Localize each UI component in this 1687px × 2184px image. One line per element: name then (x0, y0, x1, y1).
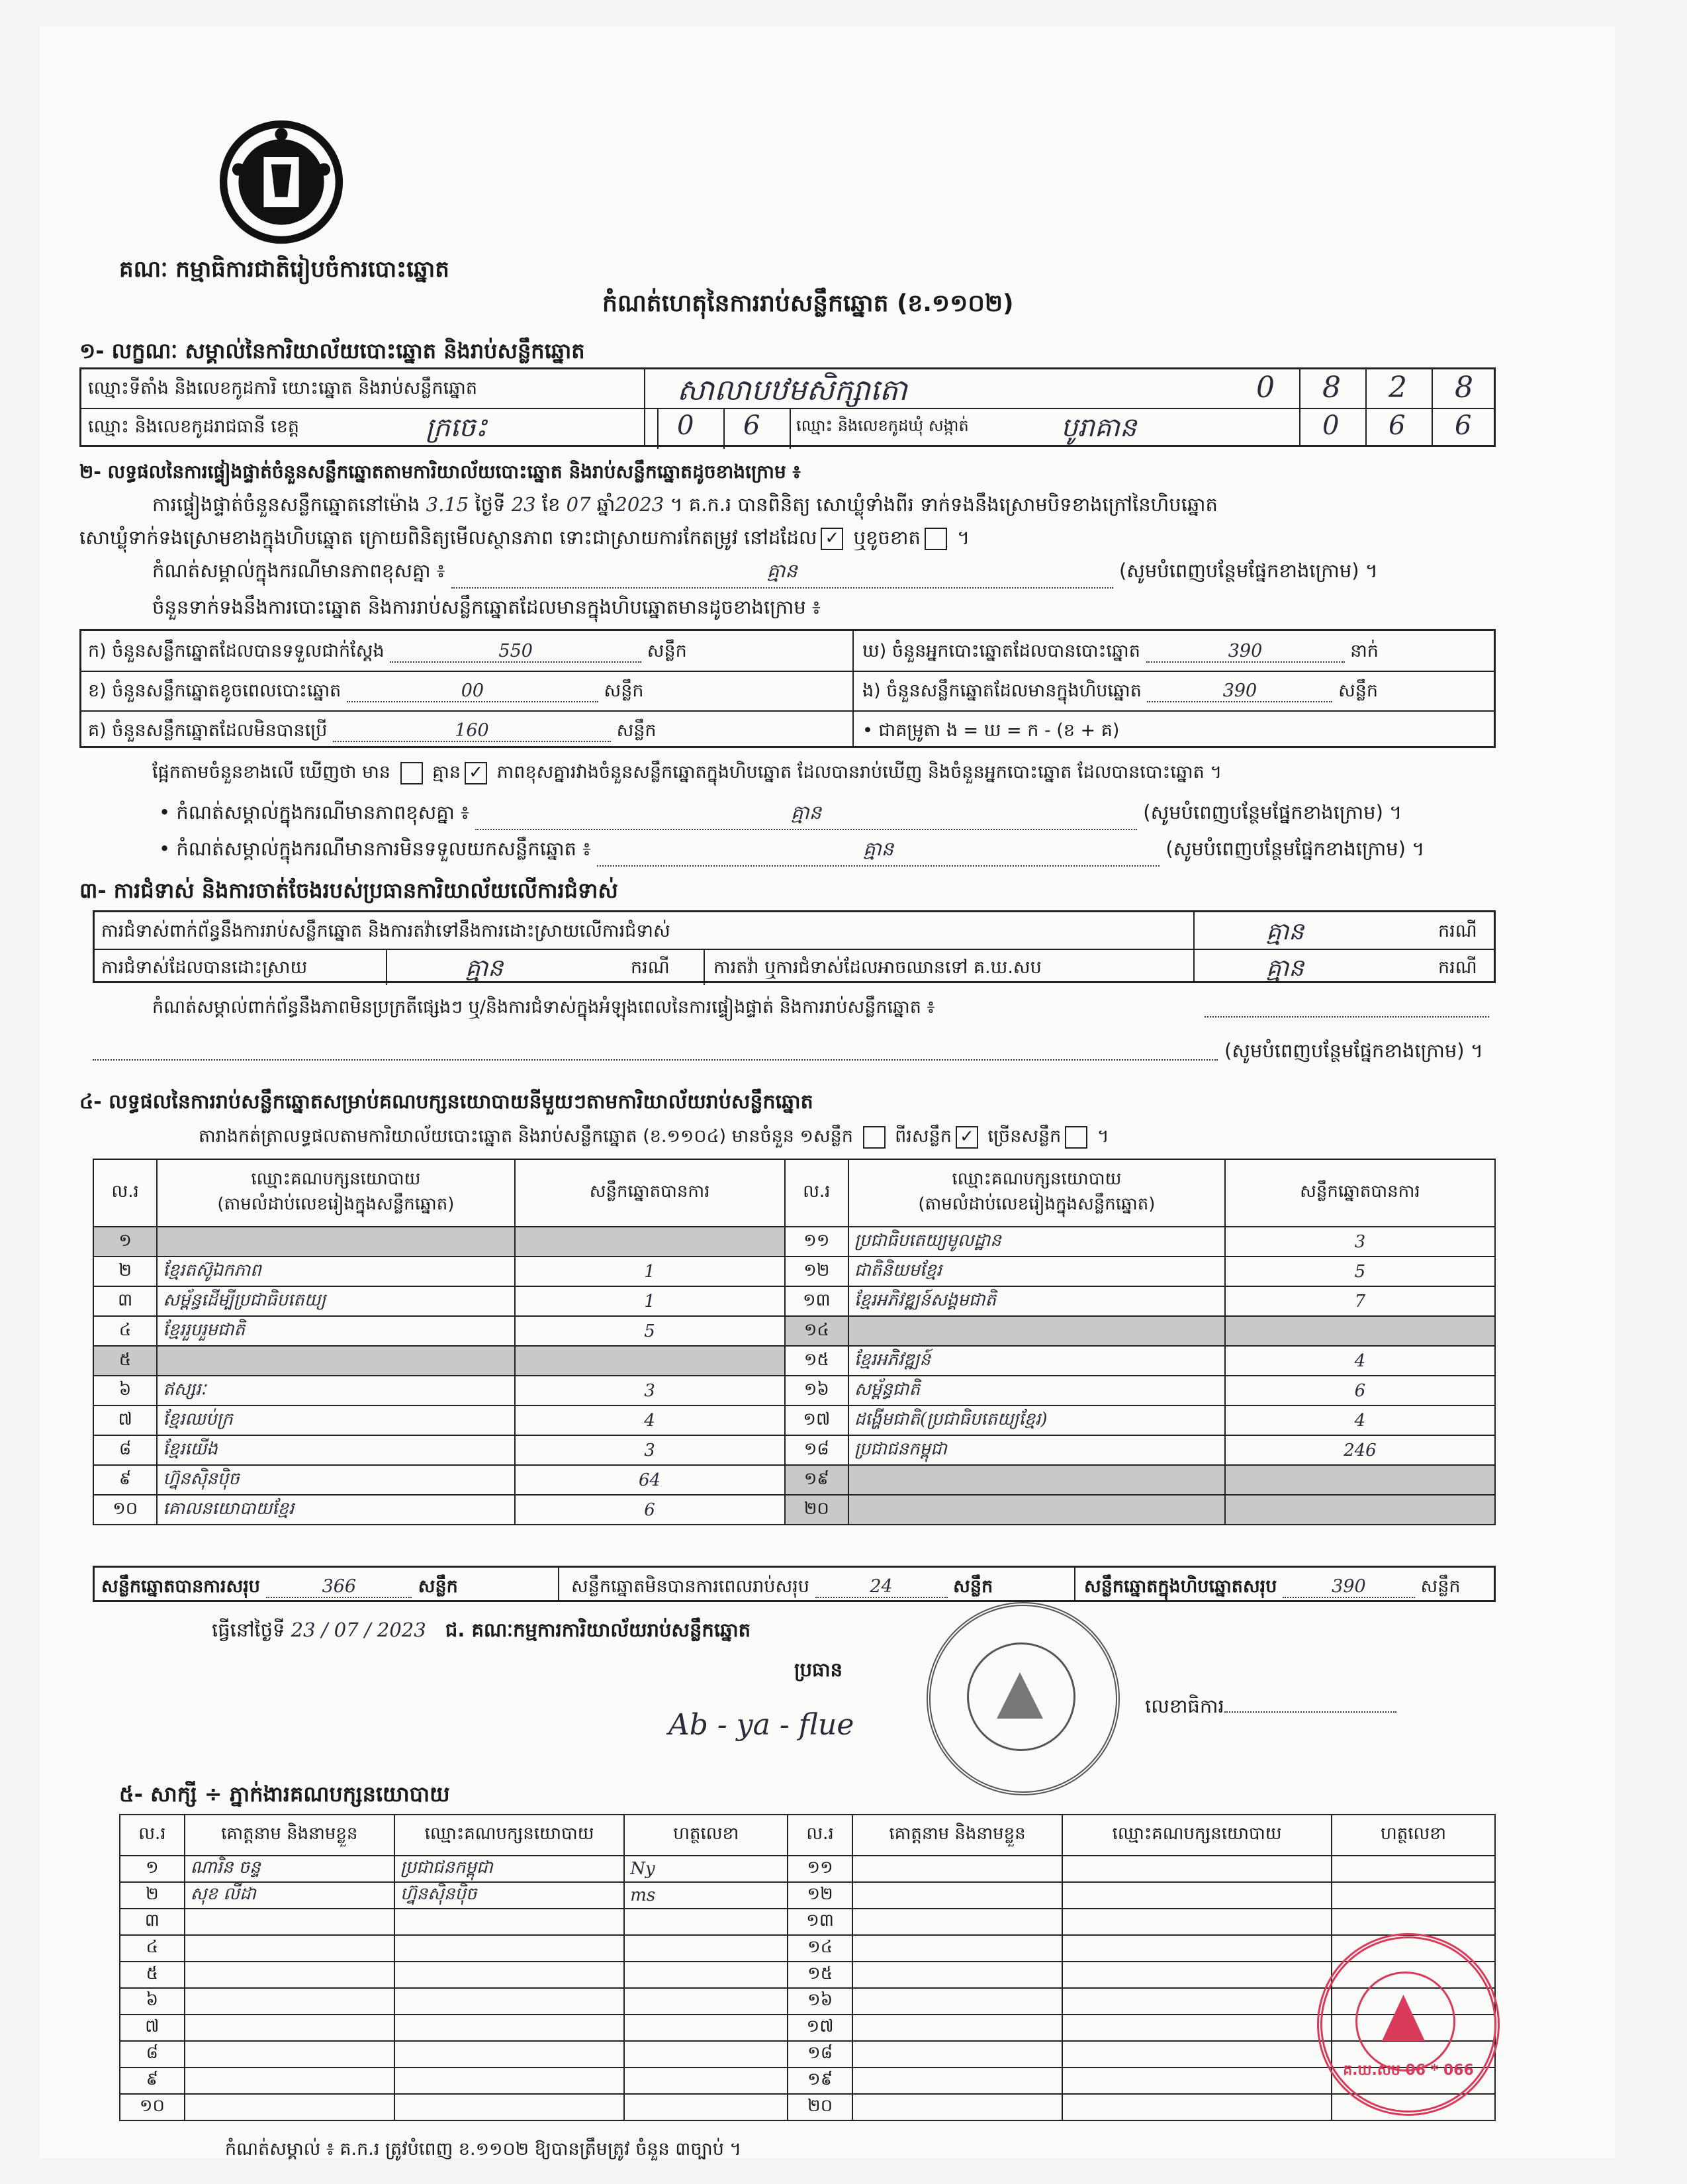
party-name (157, 1227, 514, 1257)
section2-heading: ២- លទ្ធផលនៃការផ្ទៀងផ្ទាត់ចំនួនសន្លឹកឆ្នោតតាមការិយាល័យបោះឆ្នោត និងរាប់សន្លឹកឆ្នោតដូចខាងក្រោម ៖ (79, 461, 801, 483)
witness-party (1062, 2041, 1332, 2067)
witness-name (185, 1909, 394, 1935)
party-votes: 5 (515, 1316, 785, 1346)
damage-note-line: កំណត់សម្គាល់ក្នុងករណីមានភាពខុសគ្នា ៖ គ្មាន (សូមបំពេញបន្ថែមផ្នែកខាងក្រោម) ។ (152, 559, 1378, 589)
witness-name (852, 2041, 1062, 2067)
witness-name: ណារិន ចន្ទ (185, 1856, 394, 1882)
witness-party (394, 1962, 624, 1988)
party-no: ១៦ (785, 1376, 848, 1405)
witness-party (394, 1935, 624, 1962)
party-votes: 1 (515, 1257, 785, 1286)
missing-note-line: • កំណត់សម្គាល់ក្នុងករណីមានការមិនទទួលយកសន្លឹកឆ្នោត ៖ គ្មាន (សូមបំពេញបន្ថែមផ្នែកខាងក្រោម) ។ (159, 837, 1424, 867)
commune-value: បូរាគាន (1061, 412, 1137, 443)
table-row (120, 2067, 1495, 2094)
witness-party (1062, 1988, 1332, 2015)
witness-no: ១៩ (788, 2067, 852, 2094)
party-name: ដង្ហើមជាតិ(ប្រជាធិបតេយ្យខ្មែរ) (848, 1405, 1225, 1435)
witness-signature (1332, 1856, 1495, 1882)
footer-note: កំណត់សម្គាល់ ៖ គ.ក.រ ត្រូវបំពេញ ខ.១១០២ ឱ្យបានត្រឹមត្រូវ ចំនួន ៣ច្បាប់ ។ (225, 2139, 742, 2160)
count-time-value: 3.15 (426, 493, 469, 516)
commune-code-3: 6 (1455, 410, 1472, 441)
witness-name (185, 2015, 394, 2041)
chair-label: ប្រធាន (794, 1658, 843, 1681)
witness-no: ១៧ (788, 2015, 852, 2041)
counts-intro: ចំនួនទាក់ទងនឹងការបោះឆ្នោត និងការរាប់សន្លឹកឆ្នោតដែលមានក្នុងហិបឆ្នោតមានដូចខាងក្រោម ៖ (152, 596, 821, 618)
party-name: សម្ព័ន្ធដើម្បីប្រជាធិបតេយ្យ (157, 1286, 514, 1316)
party-no: ២ (93, 1257, 157, 1286)
witness-name (185, 1935, 394, 1962)
box-ballots-value: 390 (1147, 681, 1332, 702)
witness-signature (624, 2094, 788, 2120)
witness-party (1062, 1935, 1332, 1962)
witness-party: ប្រជាជនកម្ពុជា (394, 1856, 624, 1882)
party-name: ខ្មែររួបរួមជាតិ (157, 1316, 514, 1346)
table-row (120, 1882, 1495, 1909)
party-votes-table: ល.រ ឈ្មោះគណបក្សនយោបាយ (តាមលំដាប់លេខរៀងក្នុងសន្លឹកឆ្នោត) សន្លឹកឆ្នោតបានការ ល.រ ឈ្មោះគណបក្សនយោបាយ (តាមលំដាប់លេខរៀងក្នុងសន្លឹកឆ្នោត) សន្លឹកឆ្នោតបានការ ១ ១១ ប្រជាធិបតេយ្យមូលដ្ឋាន 3 ២ ខ្មែរតស៊ូឯកភាព 1 ១២ ជាតិនិយមខ្មែរ 5 ៣ សម្ព័ន្ធដើម្បីប្រជាធិបតេយ្យ 1 ១៣ ខ្មែរអភិវឌ្ឍន៍សង្គមជាតិ 7 ៤ ខ្មែររួបរួមជាតិ 5 ១៤ ៥ ១៥ ខ្មែរអភិវឌ្ឍន៍ 4 ៦ ឥស្សរៈ 3 ១៦ សម្ព័ន្ធជាតិ 6 ៧ ខ្មែរឈប់ក្រ 4 ១៧ ដង្ហើមជាតិ(ប្រជាធិបតេយ្យខ្មែរ) 4 ៨ ខ្មែរយើង 3 ១៨ ប្រជាជនកម្ពុជា 246 ៩ ហ្វ៊ុនស៊ិនប៉ិច 64 ១៩ ១០ គោលនយោបាយខ្មែរ 6 ២០ (93, 1159, 1496, 1525)
table-row (93, 1316, 1495, 1346)
form-page: គណៈ កម្មាធិការជាតិរៀបចំការបោះឆ្នោត កំណត់ហេតុនៃការរាប់សន្លឹកឆ្នោត (ខ.១១០២) ១- លក្ខណៈ សម្គាល់នៃការិយាល័យបោះឆ្នោត និងរាប់សន្លឹកឆ្នោត ឈ្មោះទីតាំង និងលេខកូដការិ យោះឆ្នោត និងរាប់សន្លឹកឆ្នោត សាលាបឋមសិក្សាតោ 0 8 2 8 ឈ្មោះ និងលេខកូដរាជធានី ខេត្ត ក្រចេះ 0 6 ឈ្មោះ និងលេខកូដឃុំ សង្កាត់ បូរាគាន 0 6 6 ២- លទ្ធផលនៃការផ្ទៀងផ្ទាត់ចំនួនសន្លឹកឆ្នោតតាមការិយាល័យបោះឆ្នោត និងរាប់សន្លឹកឆ្នោតដូចខាងក្រោម ៖ ការផ្ទៀងផ្ទាត់ចំនួនសន្លឹកឆ្នោតនៅម៉ោង 3.15 ថ្ងៃទី 23 ខែ 07 ឆ្នាំ2023 ។ គ.ក.រ បានពិនិត្យ សោឃ្លុំទាំងពីរ ទាក់ទងនឹងស្រោមបិទខាងក្រៅនៃហិបឆ្នោត សោឃ្លុំទាក់ទងស្រោមខាងក្នុងហិបឆ្នោត ក្រោយពិនិត្យមើលស្ថានភាព ទោះជាស្រាយការកែតម្រូវ នៅដដែល ✓ ឬខូចខាត ។ កំណត់សម្គាល់ក្នុងករណីមានភាពខុសគ្នា ៖ គ្មាន (សូមបំពេញបន្ថែមផ្នែកខាងក្រោម) ។ ចំនួនទាក់ទងនឹងការបោះឆ្នោត និងការរាប់សន្លឹកឆ្នោតដែលមានក្នុងហិបឆ្នោតមានដូចខាងក្រោម ៖ ក) ចំនួនសន្លឹកឆ្នោតដែលបានទទួលជាក់ស្តែង 550 សន្លឹក ខ) ចំនួនសន្លឹកឆ្នោតខូចពេលបោះឆ្នោត 00 សន្លឹក គ) ចំនួនសន្លឹកឆ្នោតដែលមិនបានប្រើ 160 សន្លឹក ឃ) ចំនួនអ្នកបោះឆ្នោតដែលបានបោះឆ្នោត 390 នាក់ ង) ចំនួនសន្លឹកឆ្នោតដែលមានក្នុងហិបឆ្នោត 390 សន្លឹក • ជាគម្រូតា ង = ឃ = ក - (ខ + គ) ផ្អែកតាមចំនួនខាងលើ ឃើញថា មាន គ្មាន ✓ ភាពខុសគ្នារវាងចំនួនសន្លឹកឆ្នោតក្នុងហិបឆ្នោត ដែលបានរាប់ឃើញ និងចំនួនអ្នកបោះឆ្នោត ដែលបានបោះឆ្នោត ។ • កំណត់សម្គាល់ក្នុងករណីមានភាពខុសគ្នា ៖ គ្មាន (សូមបំពេញបន្ថែមផ្នែកខាងក្រោម) ។ • កំណត់សម្គាល់ក្នុងករណីមានការមិនទទួលយកសន្លឹកឆ្នោត ៖ គ្មាន (សូមបំពេញបន្ថែមផ្នែកខាងក្រោម) ។ ៣- ការជំទាស់ និងការចាត់ចែងរបស់ប្រធានការិយាល័យលើការជំទាស់ ការជំទាស់ពាក់ព័ន្ធនឹងការរាប់សន្លឹកឆ្នោត និងការតវ៉ាទៅនឹងការដោះស្រាយលើការជំទាស់ គ្មាន ករណី ការជំទាស់ដែលបានដោះស្រាយ គ្មាន ករណី ការតវ៉ា ឬការជំទាស់ដែលអាចឈានទៅ គ.ឃ.សប គ្មាន ករណី កំណត់សម្គាល់ពាក់ព័ន្ធនឹងភាពមិនប្រក្រតីផ្សេងៗ ឬ/និងការជំទាស់ក្នុងអំឡុងពេលនៃការផ្ទៀងផ្ទាត់ និងការរាប់សន្លឹកឆ្នោត ៖ (សូមបំពេញបន្ថែមផ្នែកខាងក្រោម) ។ ៤- លទ្ធផលនៃការរាប់សន្លឹកឆ្នោតសម្រាប់គណបក្សនយោបាយនីមួយៗតាមការិយាល័យរាប់សន្លឹកឆ្នោត តារាងកត់ត្រាលទ្ធផលតាមការិយាល័យបោះឆ្នោត និងរាប់សន្លឹកឆ្នោត (ខ.១១០៤) មានចំនួន ១សន្លឹក ពីរសន្លឹក ✓ ច្រើនសន្លឹក ។ ល.រ ឈ្មោះគណបក្សនយោបាយ (តាមលំដាប់លេខរៀងក្នុងសន្លឹកឆ្នោត) សន្លឹកឆ្នោតបានការ ល.រ ឈ្មោះគណបក្សនយោបាយ (តាមលំដាប់លេខរៀងក្នុងសន្លឹកឆ្នោត) សន្លឹកឆ្នោតបានការ ១ ១១ ប្រជាធិបតេយ្យមូលដ្ឋាន 3 ២ ខ្មែរតស៊ូឯកភាព 1 ១២ ជាតិនិយមខ្មែរ 5 ៣ សម្ព័ន្ធដើម្បីប្រជាធិបតេយ្យ 1 ១៣ ខ្មែរអភិវឌ្ឍន៍សង្គមជាតិ 7 ៤ ខ្មែររួបរួមជាតិ 5 ១៤ ៥ ១៥ ខ្មែរអភិវឌ្ឍន៍ 4 ៦ ឥស្សរៈ 3 ១៦ សម្ព័ន្ធជាតិ 6 ៧ ខ្មែរឈប់ក្រ 4 ១៧ ដង្ហើមជាតិ(ប្រជាធិបតេយ្យខ្មែរ) 4 ៨ ខ្មែរយើង 3 ១៨ ប្រជាជនកម្ពុជា 246 ៩ ហ្វ៊ុនស៊ិនប៉ិច 64 ១៩ ១០ គោលនយោបាយខ្មែរ 6 ២០ សន្លឹកឆ្នោតបានការសរុប 366 សន្លឹក សន្លឹកឆ្នោតមិនបានការពេលរាប់សរុប 24 សន្លឹក សន្លឹកឆ្នោតក្នុងហិបឆ្នោតសរុប 390 សន្លឹក ធ្វើនៅថ្ងៃទី 23 / 07 / 2023 ជ. គណៈកម្មការការិយាល័យរាប់សន្លឹកឆ្នោត ប្រធាន Ab - ya - flue លេខាធិការ ៥- សាក្សី ÷ ភ្នាក់ងារគណបក្សនយោបាយ ល.រ គោត្តនាម និងនាមខ្លួន ឈ្មោះគណបក្សនយោបាយ ហត្ថលេខា ល.រ គោត្តនាម និងនាមខ្លួន ឈ្មោះគណបក្សនយោបាយ ហត្ថលេខា ១ ណារិន ចន្ទ ប្រជាជនកម្ពុជា Ny ១១ ២ សុខ លីដា ហ្វ៊ុនស៊ិនប៉ិច ms ១២ ៣ ១៣ ៤ ១៤ ៥ ១៥ ៦ ១៦ ៧ ១៧ ៨ ១៨ ៩ ១៩ ១០ ២០ កំណត់សម្គាល់ ៖ គ.ក.រ ត្រូវបំពេញ ខ.១១០២ ឱ្យបានត្រឹមត្រូវ ចំនួន ៣ច្បាប់ ។ គ.ឃ.សប 06 * 066 (40, 26, 1615, 2158)
witness-no: ៤ (120, 1935, 185, 1962)
witness-no: ១៨ (788, 2041, 852, 2067)
party-no: ៥ (93, 1346, 157, 1376)
party-name: ខ្មែរតស៊ូឯកភាព (157, 1257, 514, 1286)
province-code-1: 0 (677, 410, 694, 441)
party-name: ខ្មែរអភិវឌ្ឍន៍ (848, 1346, 1225, 1376)
party-no: ១៩ (785, 1465, 848, 1495)
objections-value: គ្មាន (1266, 918, 1304, 945)
party-votes: 3 (515, 1435, 785, 1465)
witness-name (185, 1988, 394, 2015)
red-official-stamp (1317, 1933, 1500, 2116)
witness-party (1062, 2067, 1332, 2094)
one-sheet-checkbox[interactable] (863, 1126, 886, 1149)
witness-name (852, 2094, 1062, 2120)
many-sheets-checkbox[interactable] (1065, 1126, 1087, 1149)
witness-no: ៥ (120, 1962, 185, 1988)
party-votes (1225, 1495, 1495, 1525)
irregularity-note: កំណត់សម្គាល់ពាក់ព័ន្ធនឹងភាពមិនប្រក្រតីផ្សេងៗ ឬ/និងការជំទាស់ក្នុងអំឡុងពេលនៃការផ្ទៀងផ្ទាត់ និងការរាប់សន្លឹកឆ្នោត ៖ (152, 997, 935, 1018)
witness-signature (624, 2067, 788, 2094)
table-row (120, 1935, 1495, 1962)
counts-table: ក) ចំនួនសន្លឹកឆ្នោតដែលបានទទួលជាក់ស្តែង 550 សន្លឹក ខ) ចំនួនសន្លឹកឆ្នោតខូចពេលបោះឆ្នោត 00 សន្លឹក គ) ចំនួនសន្លឹកឆ្នោតដែលមិនបានប្រើ 160 សន្លឹក ឃ) ចំនួនអ្នកបោះឆ្នោតដែលបានបោះឆ្នោត 390 នាក់ ង) ចំនួនសន្លឹកឆ្នោតដែលមានក្នុងហិបឆ្នោត 390 សន្លឹក • ជាគម្រូតា ង = ឃ = ក - (ខ + គ) (79, 629, 1496, 748)
section4-heading: ៤- លទ្ធផលនៃការរាប់សន្លឹកឆ្នោតសម្រាប់គណបក្សនយោបាយនីមួយៗតាមការិយាល័យរាប់សន្លឹកឆ្នោត (79, 1090, 813, 1114)
witness-name (185, 2067, 394, 2094)
party-name: គោលនយោបាយខ្មែរ (157, 1495, 514, 1525)
party-votes: 7 (1225, 1286, 1495, 1316)
witness-party (1062, 1882, 1332, 1909)
party-no: ៧ (93, 1405, 157, 1435)
no-difference-checkbox[interactable]: ✓ (465, 762, 487, 784)
party-name: សម្ព័ន្ធជាតិ (848, 1376, 1225, 1405)
party-name: ខ្មែរឈប់ក្រ (157, 1405, 514, 1435)
witness-no: ២ (120, 1882, 185, 1909)
witness-name (852, 1909, 1062, 1935)
witness-no: ១៥ (788, 1962, 852, 1988)
witness-no: ៧ (120, 2015, 185, 2041)
witness-party (1062, 1856, 1332, 1882)
party-name: ប្រជាជនកម្ពុជា (848, 1435, 1225, 1465)
section1-heading: ១- លក្ខណៈ សម្គាល់នៃការិយាល័យបោះឆ្នោត និងរាប់សន្លឹកឆ្នោត (79, 338, 585, 363)
party-no: ១០ (93, 1495, 157, 1525)
witness-no: ១២ (788, 1882, 852, 1909)
witness-table: ល.រ គោត្តនាម និងនាមខ្លួន ឈ្មោះគណបក្សនយោបាយ ហត្ថលេខា ល.រ គោត្តនាម និងនាមខ្លួន ឈ្មោះគណបក្សនយោបាយ ហត្ថលេខា ១ ណារិន ចន្ទ ប្រជាជនកម្ពុជា Ny ១១ ២ សុខ លីដា ហ្វ៊ុនស៊ិនប៉ិច ms ១២ ៣ ១៣ ៤ ១៤ ៥ ១៥ ៦ ១៦ ៧ ១៧ ៨ ១៨ ៩ ១៩ ១០ ២០ (119, 1814, 1496, 2121)
table-row (93, 1346, 1495, 1376)
nec-emblem-icon (218, 119, 344, 245)
has-difference-checkbox[interactable] (400, 762, 423, 784)
commune-code-1: 0 (1322, 410, 1340, 441)
party-votes (515, 1346, 785, 1376)
witness-party (394, 2015, 624, 2041)
party-votes: 4 (1225, 1346, 1495, 1376)
party-name: ជាតិនិយមខ្មែរ (848, 1257, 1225, 1286)
witness-name (852, 1988, 1062, 2015)
party-name: ហ្វ៊ុនស៊ិនប៉ិច (157, 1465, 514, 1495)
section1-box (79, 367, 1496, 447)
date-line: ធ្វើនៅថ្ងៃទី 23 / 07 / 2023 ជ. គណៈកម្មការការិយាល័យរាប់សន្លឹកឆ្នោត (212, 1619, 751, 1641)
location-value: សាលាបឋមសិក្សាតោ (677, 373, 907, 407)
witness-party (394, 1909, 624, 1935)
witness-no: ៩ (120, 2067, 185, 2094)
party-no: ៩ (93, 1465, 157, 1495)
witness-name (852, 2067, 1062, 2094)
comparison-line: ផ្អែកតាមចំនួនខាងលើ ឃើញថា មាន គ្មាន ✓ ភាពខុសគ្នារវាងចំនួនសន្លឹកឆ្នោតក្នុងហិបឆ្នោត ដែលបានរាប់ឃើញ និងចំនួនអ្នកបោះឆ្នោត ដែលបានបោះឆ្នោត ។ (152, 761, 1222, 787)
province-value: ក្រចេះ (426, 412, 487, 443)
party-votes: 6 (515, 1495, 785, 1525)
organization-name: គណៈ កម្មាធិការជាតិរៀបចំការបោះឆ្នោត (119, 256, 449, 283)
commune-code-2: 6 (1389, 410, 1406, 441)
totals-row: សន្លឹកឆ្នោតបានការសរុប 366 សន្លឹក សន្លឹកឆ្នោតមិនបានការពេលរាប់សរុប 24 សន្លឹក សន្លឹកឆ្នោតក្នុងហិបឆ្នោតសរុប 390 សន្លឹក (93, 1566, 1496, 1602)
party-name: ខ្មែរអភិវឌ្ឍន៍សង្គមជាតិ (848, 1286, 1225, 1316)
party-name (848, 1465, 1225, 1495)
witness-name: សុខ លីដា (185, 1882, 394, 1909)
party-no: ១២ (785, 1257, 848, 1286)
table-row (120, 2041, 1495, 2067)
witness-signature (624, 1962, 788, 1988)
witness-no: ៣ (120, 1909, 185, 1935)
witness-signature: Ny (624, 1856, 788, 1882)
party-no: ១៧ (785, 1405, 848, 1435)
seal-status-line: សោឃ្លុំទាក់ទងស្រោមខាងក្នុងហិបឆ្នោត ក្រោយពិនិត្យមើលស្ថានភាព ទោះជាស្រាយការកែតម្រូវ នៅដដែល ✓ ឬខូចខាត ។ (79, 526, 970, 549)
count-time-line: ការផ្ទៀងផ្ទាត់ចំនួនសន្លឹកឆ្នោតនៅម៉ោង 3.15 ថ្ងៃទី 23 ខែ 07 ឆ្នាំ2023 ។ គ.ក.រ បានពិនិត្យ សោឃ្លុំទាំងពីរ ទាក់ទងនឹងស្រោមបិទខាងក្រៅនៃហិបឆ្នោត (152, 493, 1218, 516)
witness-party (394, 2041, 624, 2067)
table-row (120, 1856, 1495, 1882)
location-code-1: 0 (1256, 371, 1275, 404)
party-votes: 4 (515, 1405, 785, 1435)
witness-no: ១៣ (788, 1909, 852, 1935)
table-row (93, 1257, 1495, 1286)
party-name (848, 1316, 1225, 1346)
witness-name (185, 2094, 394, 2120)
section3-heading: ៣- ការជំទាស់ និងការចាត់ចែងរបស់ប្រធានការិយាល័យលើការជំទាស់ (79, 878, 618, 903)
spoiled-ballots-value: 00 (347, 681, 598, 702)
witness-party (394, 2094, 624, 2120)
witness-no: ១៦ (788, 1988, 852, 2015)
party-no: ៣ (93, 1286, 157, 1316)
witness-party (394, 2067, 624, 2094)
sheets-line: តារាងកត់ត្រាលទ្ធផលតាមការិយាល័យបោះឆ្នោត និងរាប់សន្លឹកឆ្នោត (ខ.១១០៤) មានចំនួន ១សន្លឹក ពីរសន្លឹក ✓ ច្រើនសន្លឹក ។ (199, 1125, 1109, 1151)
received-ballots-value: 550 (390, 641, 641, 663)
voters-value: 390 (1146, 641, 1345, 663)
witness-signature (624, 2015, 788, 2041)
party-no: ៤ (93, 1316, 157, 1346)
secretary-label: លេខាធិការ (1145, 1695, 1224, 1717)
location-label: ឈ្មោះទីតាំង និងលេខកូដការិ យោះឆ្នោត និងរាប់សន្លឹកឆ្នោត (88, 378, 478, 399)
table-row (93, 1286, 1495, 1316)
resolved-value: គ្មាន (465, 955, 504, 982)
party-votes (1225, 1465, 1495, 1495)
province-label: ឈ្មោះ និងលេខកូដរាជធានី ខេត្ត (88, 416, 300, 437)
witness-name (852, 1935, 1062, 1962)
objections-table: ការជំទាស់ពាក់ព័ន្ធនឹងការរាប់សន្លឹកឆ្នោត និងការតវ៉ាទៅនឹងការដោះស្រាយលើការជំទាស់ គ្មាន ករណី ការជំទាស់ដែលបានដោះស្រាយ គ្មាន ករណី ការតវ៉ា ឬការជំទាស់ដែលអាចឈានទៅ គ.ឃ.សប គ្មាន ករណី (93, 910, 1496, 983)
party-votes (515, 1227, 785, 1257)
witness-no: ១ (120, 1856, 185, 1882)
witness-party (1062, 1909, 1332, 1935)
table-row (93, 1495, 1495, 1525)
party-no: ១១ (785, 1227, 848, 1257)
party-name: ឥស្សរៈ (157, 1376, 514, 1405)
witness-signature (624, 1909, 788, 1935)
diff-note-line: • កំណត់សម្គាល់ក្នុងករណីមានភាពខុសគ្នា ៖ គ្មាន (សូមបំពេញបន្ថែមផ្នែកខាងក្រោម) ។ (159, 801, 1402, 830)
table-row (93, 1405, 1495, 1435)
party-votes: 246 (1225, 1435, 1495, 1465)
province-code-2: 6 (743, 410, 760, 441)
witness-party (1062, 2094, 1332, 2120)
table-row (93, 1227, 1495, 1257)
witness-name (852, 1856, 1062, 1882)
party-votes: 1 (515, 1286, 785, 1316)
party-no: ៦ (93, 1376, 157, 1405)
party-no: ២០ (785, 1495, 848, 1525)
witness-party (394, 1988, 624, 2015)
party-name (848, 1495, 1225, 1525)
witness-no: ១០ (120, 2094, 185, 2120)
party-no: ១៤ (785, 1316, 848, 1346)
total-box-value: 390 (1283, 1576, 1415, 1598)
witness-name (852, 2015, 1062, 2041)
witness-signature (624, 1988, 788, 2015)
damaged-checkbox[interactable] (925, 528, 947, 550)
party-name: ខ្មែរយើង (157, 1435, 514, 1465)
intact-checkbox[interactable]: ✓ (821, 528, 843, 550)
party-votes: 3 (515, 1376, 785, 1405)
location-code-4: 8 (1455, 371, 1473, 404)
witness-no: ២០ (788, 2094, 852, 2120)
party-no: ១ (93, 1227, 157, 1257)
party-name (157, 1346, 514, 1376)
party-name: ប្រជាធិបតេយ្យមូលដ្ឋាន (848, 1227, 1225, 1257)
date-value: 23 / 07 / 2023 (291, 1619, 426, 1641)
witness-name (185, 2041, 394, 2067)
location-code-3: 2 (1389, 371, 1407, 404)
party-votes: 4 (1225, 1405, 1495, 1435)
witness-signature (1332, 1882, 1495, 1909)
witness-signature (1332, 1909, 1495, 1935)
witness-name (852, 1962, 1062, 1988)
appeals-value: គ្មាន (1266, 955, 1304, 982)
witness-signature (624, 2041, 788, 2067)
witness-no: ៦ (120, 1988, 185, 2015)
table-row (93, 1376, 1495, 1405)
total-invalid-value: 24 (815, 1576, 948, 1598)
party-no: ១៨ (785, 1435, 848, 1465)
party-no: ១៥ (785, 1346, 848, 1376)
witness-signature (624, 1935, 788, 1962)
witness-party: ហ្វ៊ុនស៊ិនប៉ិច (394, 1882, 624, 1909)
section5-heading: ៥- សាក្សី ÷ ភ្នាក់ងារគណបក្សនយោបាយ (119, 1781, 450, 1807)
party-votes: 6 (1225, 1376, 1495, 1405)
party-no: ១៣ (785, 1286, 848, 1316)
table-row (120, 1988, 1495, 2015)
party-votes: 3 (1225, 1227, 1495, 1257)
committee-stamp (927, 1602, 1120, 1795)
red-stamp-code: គ.ឃ.សប 06 * 066 (1343, 2062, 1474, 2079)
location-code-2: 8 (1322, 371, 1341, 404)
party-votes (1225, 1316, 1495, 1346)
table-row (93, 1435, 1495, 1465)
witness-no: ៨ (120, 2041, 185, 2067)
witness-name (852, 1882, 1062, 1909)
table-row (120, 2015, 1495, 2041)
formula-text: • ជាគម្រូតា ង = ឃ = ក - (ខ + គ) (862, 720, 1120, 741)
witness-no: ១១ (788, 1856, 852, 1882)
two-sheets-checkbox[interactable]: ✓ (956, 1126, 978, 1149)
total-valid-value: 366 (266, 1576, 412, 1598)
table-row (93, 1465, 1495, 1495)
form-title: កំណត់ហេតុនៃការរាប់សន្លឹកឆ្នោត (ខ.១១០២) (602, 290, 1014, 317)
table-row (120, 2094, 1495, 2120)
chair-signature: Ab - ya - flue (668, 1708, 854, 1742)
party-votes: 64 (515, 1465, 785, 1495)
witness-signature: ms (624, 1882, 788, 1909)
party-votes: 5 (1225, 1257, 1495, 1286)
table-row (120, 1909, 1495, 1935)
party-no: ៨ (93, 1435, 157, 1465)
table-row (120, 1962, 1495, 1988)
witness-name (185, 1962, 394, 1988)
unused-ballots-value: 160 (333, 720, 611, 742)
witness-no: ១៤ (788, 1935, 852, 1962)
witness-party (1062, 2015, 1332, 2041)
witness-party (1062, 1962, 1332, 1988)
commune-label: ឈ្មោះ និងលេខកូដឃុំ សង្កាត់ (796, 416, 969, 435)
